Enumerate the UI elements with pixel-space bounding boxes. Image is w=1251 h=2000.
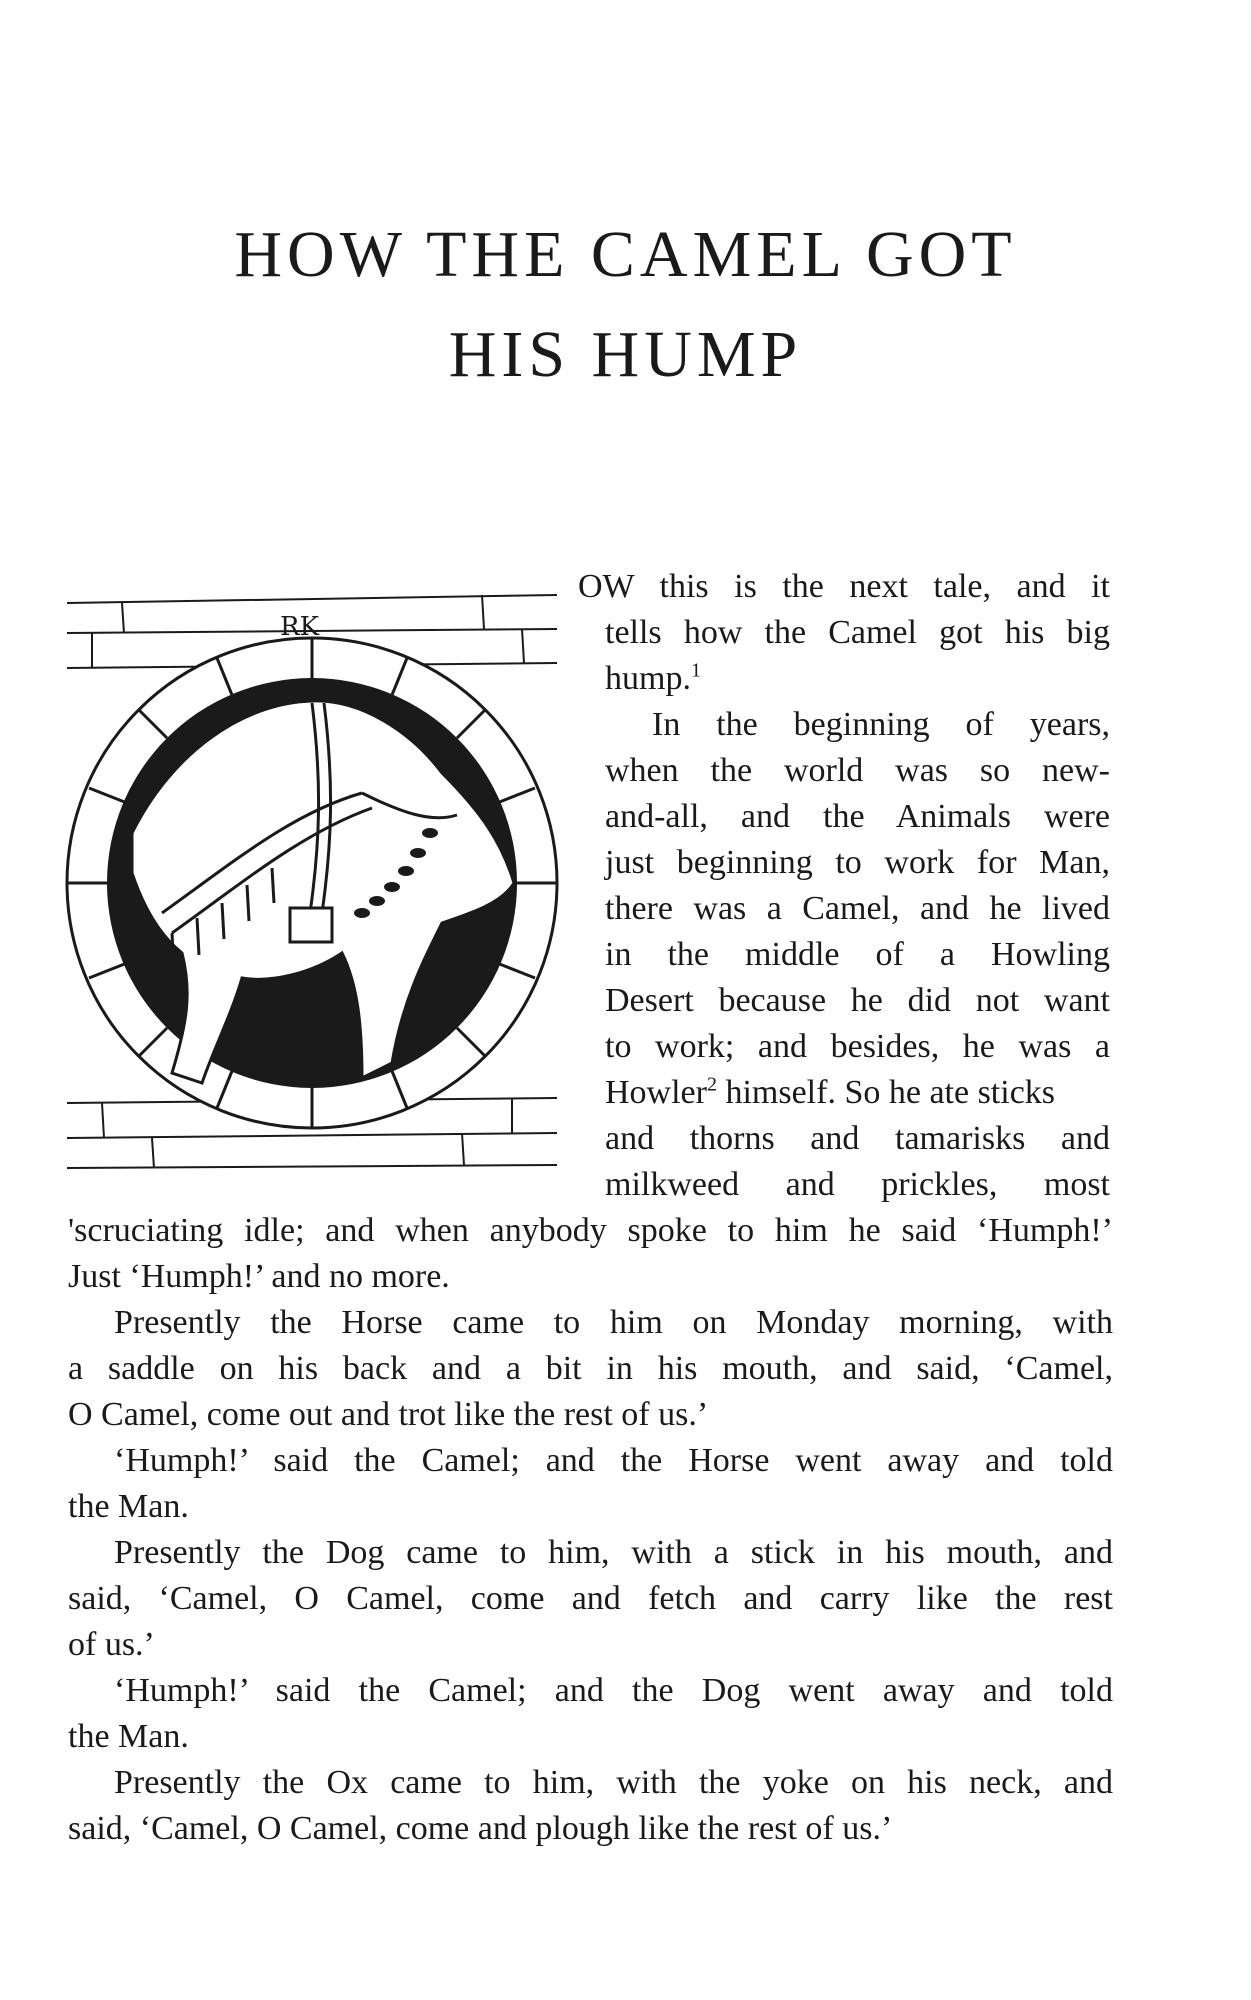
drop-cap <box>68 563 69 713</box>
tassel-weight <box>290 908 332 942</box>
text-line: and-all, and the Animals were <box>605 798 1110 835</box>
text-line: Presently the Horse came to him on Monday morning, with <box>114 1304 1113 1341</box>
text-line: Presently the Dog came to him, with a stick in his mouth, and <box>114 1534 1113 1571</box>
text-line: there was a Camel, and he lived <box>605 890 1110 927</box>
chapter-title-line-2: HIS HUMP <box>448 318 803 391</box>
text-line: Presently the Ox came to him, with the yoke on his neck, and <box>114 1764 1113 1801</box>
text-line: said, ‘Camel, O Camel, come and fetch and carry like the rest <box>68 1580 1113 1617</box>
text-line: OW this is the next tale, and it <box>578 568 1110 605</box>
footnote-marker: 1 <box>690 659 701 682</box>
text-line <box>605 1070 1110 1116</box>
text-line <box>605 656 1110 702</box>
text-line: In the beginning of years, <box>652 706 1110 743</box>
text-line: 'scruciating idle; and when anybody spoke to him he said ‘Humph!’ <box>68 1212 1113 1249</box>
text-line: when the world was so new- <box>605 752 1110 789</box>
text-line: just beginning to work for Man, <box>605 844 1110 881</box>
text-line: Just ‘Humph!’ and no more. <box>68 1258 450 1295</box>
text-line: Desert because he did not want <box>605 982 1110 1019</box>
text-line: the Man. <box>68 1718 189 1755</box>
text-line: ‘Humph!’ said the Camel; and the Horse went away and told <box>114 1442 1113 1479</box>
camel-illustration <box>62 583 562 1183</box>
text-fragment: hump. <box>605 660 691 697</box>
text-line: a saddle on his back and a bit in his mouth, and said, ‘Camel, <box>68 1350 1113 1387</box>
text-line: and thorns and tamarisks and <box>605 1120 1110 1157</box>
text-line: in the middle of a Howling <box>605 936 1110 973</box>
text-fragment: Howler <box>605 1074 707 1111</box>
text-fragment: himself. So he ate sticks <box>725 1074 1056 1111</box>
chapter-title-line-1: HOW THE CAMEL GOT <box>234 218 1017 291</box>
text-line: milkweed and prickles, most <box>605 1166 1110 1203</box>
text-line: of us.’ <box>68 1626 155 1663</box>
text-line: the Man. <box>68 1488 189 1525</box>
chapter-title <box>60 205 1191 405</box>
text-line: tells how the Camel got his big <box>605 614 1110 651</box>
illustrator-monogram: RK <box>280 612 319 642</box>
text-line: said, ‘Camel, O Camel, come and plough like the rest of us.’ <box>68 1810 893 1847</box>
text-line: ‘Humph!’ said the Camel; and the Dog went away and told <box>114 1672 1113 1709</box>
text-line: O Camel, come out and trot like the rest of us.’ <box>68 1396 709 1433</box>
footnote-marker: 2 <box>706 1073 717 1096</box>
text-line: to work; and besides, he was a <box>605 1028 1110 1065</box>
